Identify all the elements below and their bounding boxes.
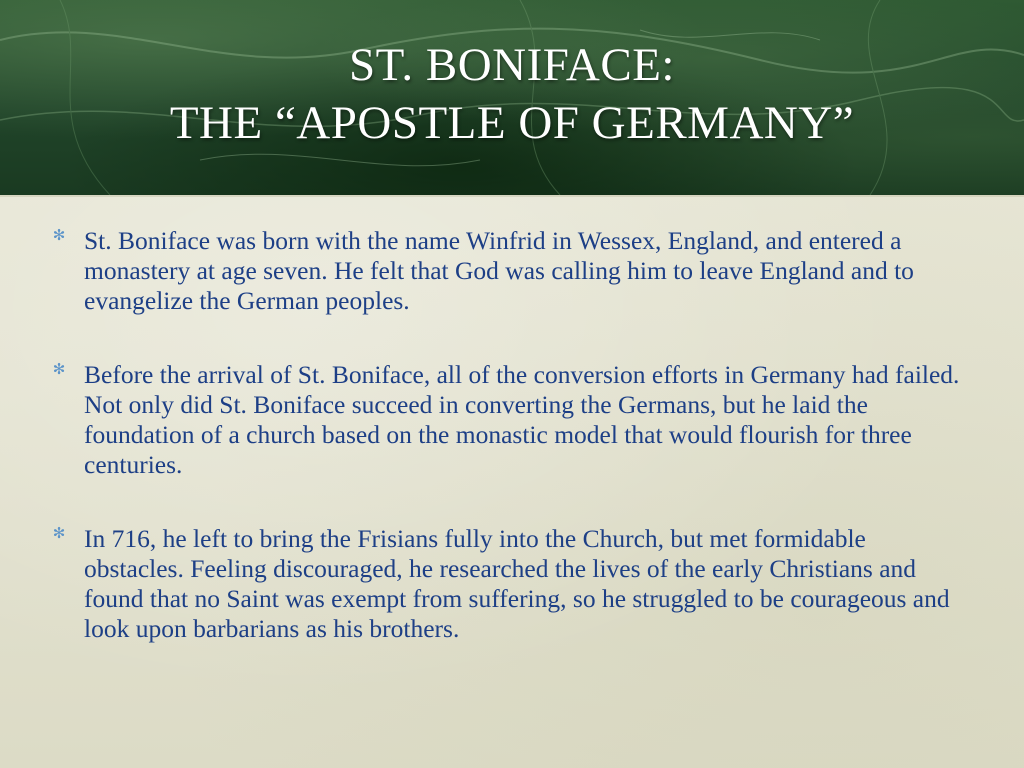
asterisk-bullet-icon: ✻	[52, 228, 66, 244]
bullet-list	[52, 226, 972, 688]
title-banner	[0, 0, 1024, 195]
header-divider	[0, 195, 1024, 197]
slide-title	[0, 36, 1024, 152]
bullet-item	[52, 524, 972, 644]
bullet-item	[52, 360, 972, 480]
bullet-text: In 716, he left to bring the Frisians fully into the Church, but met formidable obstacles. Feeling discouraged, he researched the lives of the early Christians and found that no Saint was exempt from suffering, so he struggled to be courageous and look upon barbarians as his brothers.	[84, 524, 950, 643]
asterisk-bullet-icon: ✻	[52, 362, 66, 378]
bullet-text: Before the arrival of St. Boniface, all of the conversion efforts in Germany had failed. Not only did St. Boniface succeed in converting the Germans, but he laid the foundation of a church based on the monastic model that would flourish for three centuries.	[84, 360, 960, 479]
title-line-1: ST. BONIFACE:	[349, 39, 675, 91]
bullet-text: St. Boniface was born with the name Winfrid in Wessex, England, and entered a monastery at age seven. He felt that God was calling him to leave England and to evangelize the German peoples.	[84, 226, 914, 315]
bullet-item	[52, 226, 972, 316]
title-line-2: THE “APOSTLE OF GERMANY”	[169, 97, 855, 149]
asterisk-bullet-icon: ✻	[52, 526, 66, 542]
